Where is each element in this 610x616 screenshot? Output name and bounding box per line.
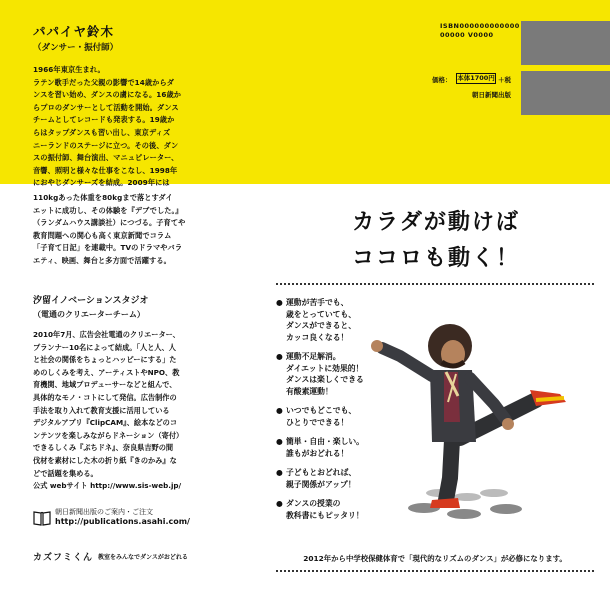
studio-name: 汐留イノベーションスタジオ [33,296,149,306]
price-label: 価格： [432,76,452,84]
footer-note: 2012年から中学校保健体育で「現代的なリズムのダンス」が必修になります。 [303,554,567,563]
isbn-line: 00000 V0000 [440,31,494,39]
bullet-icon: ● [276,499,283,508]
dancer-illustration [360,318,574,544]
publisher: 朝日新聞出版 [472,91,511,99]
book-icon [33,510,51,526]
order-label: 朝日新聞出版のご案内・ご注文 [55,508,153,516]
bullet-icon: ● [276,352,283,361]
author-bio [33,64,211,268]
barcode-placeholder [521,21,610,65]
bio-line: できるしくみ『ぷちドネ』、奈良県吉野の間 [33,443,174,453]
bullet-icon: ● [276,468,283,477]
bio-line: チームとしてレコードも発表する。19歳か [33,115,175,125]
website-line: 公式 webサイト http://www.sis-web.jp/ [33,481,182,491]
bio-line: エティ、映画、舞台と多方面で活躍する。 [33,255,171,265]
bio-line: 教育問題への関心も高く東京新聞でコラム [33,230,172,240]
price-tax: ＋税 [498,76,511,84]
bio-line: （ランダムハウス講談社）につづる。子育てや [33,218,186,228]
headline [300,205,572,277]
left-column [0,0,200,616]
headline-line: カラダが動けば [352,210,520,235]
bio-line: どで話題を集める。 [33,468,98,478]
list-item: ● ダンスの授業の 教科書にもピッタリ！ [276,499,364,520]
bio-line: 110kgあった体重を80kgまで落とすダイ [33,192,173,202]
order-url[interactable]: http://publications.asahi.com/ [55,517,190,526]
bio-line: 具体的なモノ・コトにして発信。広告制作の [33,392,177,402]
bullet-icon: ● [276,406,283,415]
bio-line: プランナー10名によって結成。「人と人、人 [33,342,176,352]
studio-bio [33,329,211,493]
author-role: （ダンサー・振付師） [33,43,119,53]
price-value: 本体1700円 [457,74,495,82]
bio-line: めのしくみを考え、アーティストやNPO、教 [33,367,180,377]
dotted-divider [276,283,594,285]
bio-line: ンスを習い始め、ダンスの虜になる。16歳か [33,90,182,100]
bio-line: 2010年7月、広告会社電通のクリエーター、 [33,330,180,339]
bullet-icon: ● [276,298,283,307]
series-subtitle: 教室をみんなでダンスがおどれる [98,554,188,561]
bio-line: ラテン歌手だった父親の影響で14歳からダ [33,77,175,87]
list-item: ● いつでもどこでも、 ひとりでできる！ [276,406,357,427]
list-item: ● 簡単・自由・楽しい。 誰もがおどれる！ [276,437,364,458]
barcode-placeholder [521,71,610,115]
floor-marker [447,509,481,519]
bio-line: 音響、照明と様々な仕事をこなし、1998年 [33,165,178,175]
bio-line: エットに成功し、その体験を『デブでした。』 [33,205,183,215]
bio-line: らはタップダンスも習い出し、東京ディズ [33,127,171,137]
list-item: ● 子どもとおどれば、 親子関係がアップ！ [276,468,357,489]
bio-line: におやじダンサーズを結成。2009年には [33,178,170,188]
floor-marker [480,489,508,497]
bio-line: 「子育て日記」を連載中。TVのドラマやバラ [33,243,183,253]
bio-line: 1966年東京生まれ。 [33,65,105,74]
dotted-divider [276,570,594,572]
isbn-line: ISBN000000000000 [440,22,520,30]
bio-line: スの振付師、舞台演出、マニュピレーター、 [33,153,179,163]
isbn-block [440,22,520,40]
studio-subtitle: （電通のクリエーターチーム） [33,310,145,319]
bio-line: 育機関、地域プロデューサーなどと組んで、 [33,380,177,390]
order-info [33,507,203,529]
bio-line: デジタルアプリ『ClipCAM』、絵本などのコ [33,418,178,428]
bio-line: ンテンツを楽しみながらドネーション（寄付） [33,430,184,440]
bio-line: らプロのダンサーとして活動を開始。ダンス [33,102,179,112]
bio-line: ニーランドのステージに立つ。その後、ダン [33,140,179,150]
series-title: カズフミくん [33,553,94,563]
author-name: パパイヤ鈴木 [33,24,115,39]
bio-line: 手法を取り入れて教育支援に活用している [33,405,170,415]
floor-marker [490,504,522,514]
bullet-icon: ● [276,437,283,446]
bio-line: 伐材を素材にした木の折り紙『きのかみ』な [33,455,177,465]
list-item: ● 運動不足解消。 ダイエットに効果的！ ダンスは楽しくできる 有酸素運動！ [276,352,364,396]
list-item: ● 運動が苦手でも、 歳をとっていても、 ダンスができると、 カッコ良くなる！ [276,298,357,342]
headline-line: ココロも動く！ [351,246,520,271]
bio-line: と社会の関係をちょっとハッピーにする」た [33,355,177,365]
